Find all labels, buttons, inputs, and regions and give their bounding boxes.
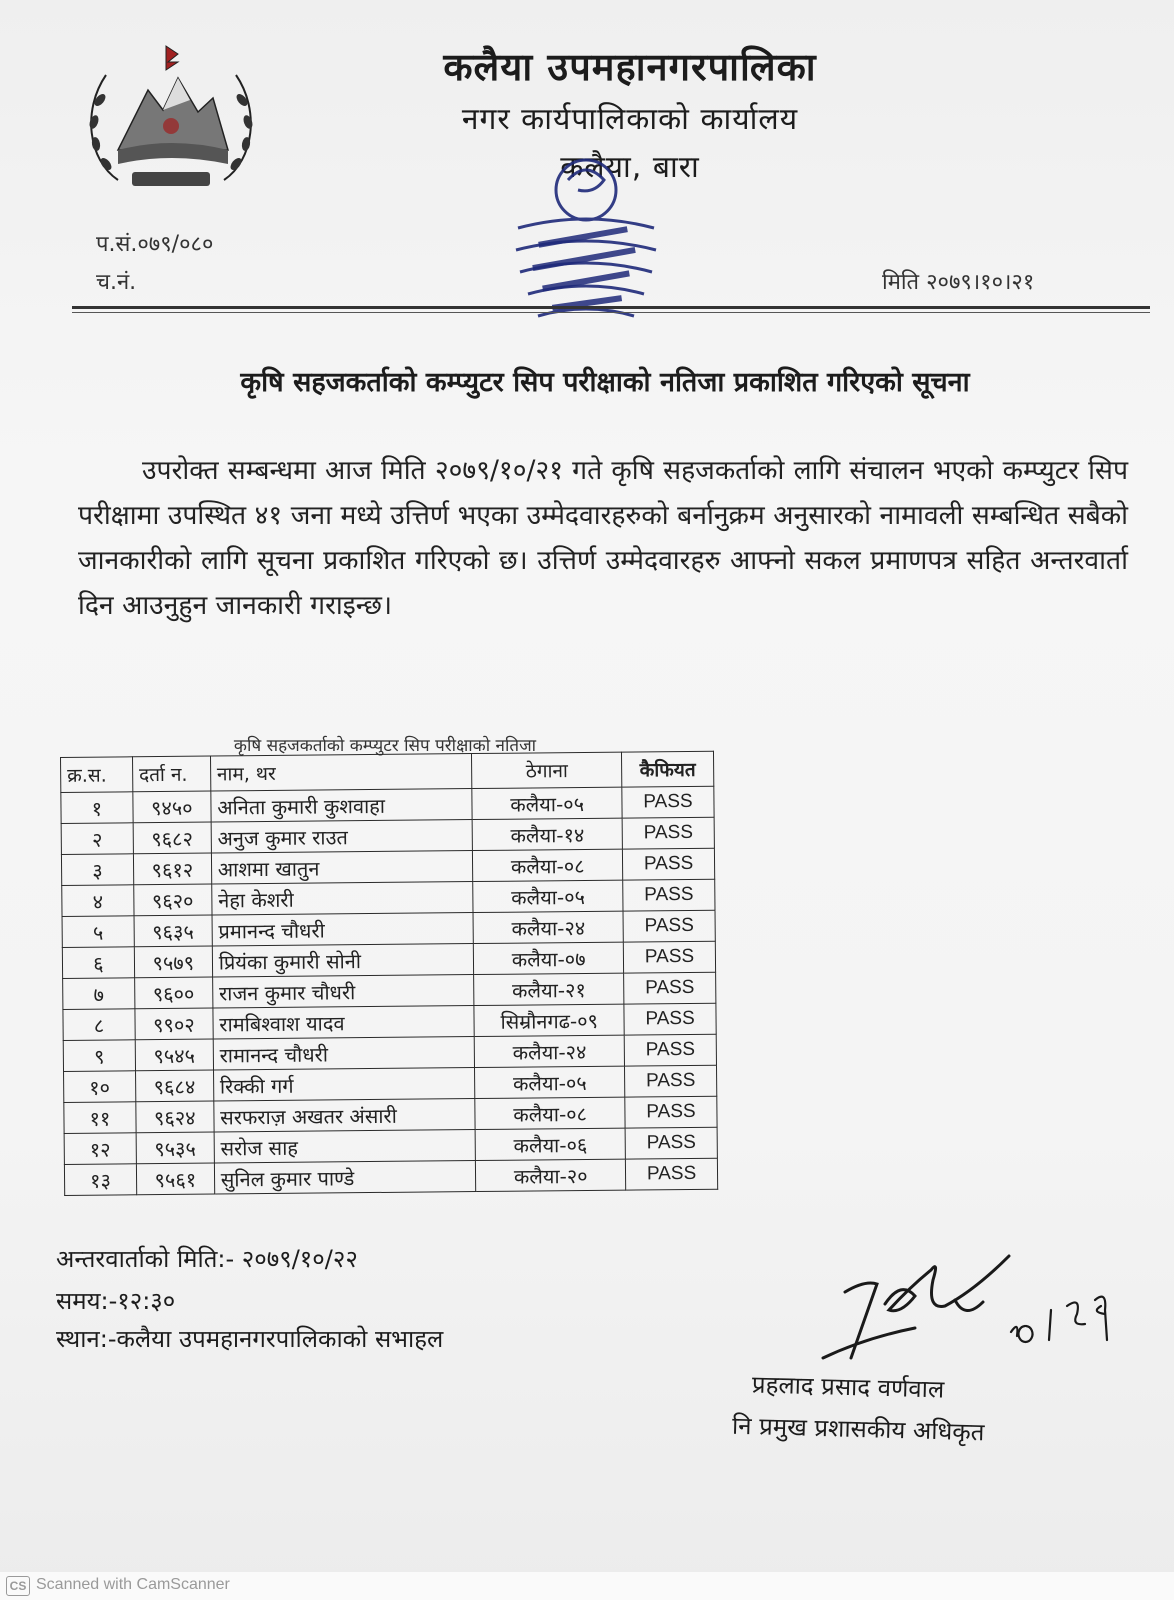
cell-name: अनिता कुमारी कुशवाहा — [211, 789, 473, 823]
cell-address: कलैया-०८ — [475, 1097, 625, 1129]
cell-name: प्रियंका कुमारी सोनी — [212, 944, 474, 978]
cell-registration-number: ९६१२ — [133, 853, 211, 885]
cell-serial-number: १२ — [64, 1133, 136, 1165]
cell-name: रिक्की गर्ग — [213, 1068, 475, 1102]
cell-serial-number: ११ — [64, 1102, 136, 1134]
notice-body: उपरोक्त सम्बन्धमा आज मिति २०७९/१०/२१ गते कृषि सहजकर्ताको लागि संचालन भएको कम्प्युटर सिप परीक्षामा उपस्थित ४१ जना मध्ये उत्तिर्ण भएका उम्मेदवारहरुको बर्नानुक्रम अनुसारको नामावली सम्बन्धित सबैको जानकारीको लागि सूचना प्रकाशित गरिएको छ। उत्तिर्ण उम्मेदवारहरु आफ्नो सकल प्रमाणपत्र सहित अन्तरवार्ता दिन आउनुहुन जानकारी गराइन्छ। — [78, 455, 1128, 621]
notice-date: मिति २०७९।१०।२१ — [882, 270, 1035, 295]
cell-remarks: PASS — [625, 1096, 717, 1128]
cell-registration-number: ९५३५ — [136, 1132, 214, 1164]
handwritten-signature-icon — [805, 1240, 1135, 1370]
cell-registration-number: ९५६१ — [136, 1163, 214, 1195]
cell-registration-number: ९५४५ — [135, 1039, 213, 1071]
cell-registration-number: ९९०२ — [135, 1008, 213, 1040]
cell-serial-number: १३ — [64, 1164, 136, 1196]
scanner-watermark — [0, 1572, 1174, 1600]
header-name: नाम, थर — [210, 754, 472, 792]
scanner-label: Scanned with CamScanner — [36, 1576, 230, 1593]
cell-address: कलैया-०५ — [475, 1066, 625, 1098]
signatory-title: नि प्रमुख प्रशासकीय अधिकृत — [731, 1411, 985, 1447]
cell-serial-number: ९ — [63, 1040, 135, 1072]
cell-name: रामबिश्वाश यादव — [213, 1006, 475, 1040]
header-remarks: कैफियत — [622, 751, 714, 787]
cell-remarks: PASS — [622, 817, 714, 849]
header-divider-thin — [72, 312, 1150, 313]
results-table — [60, 751, 718, 1196]
cell-registration-number: ९६३५ — [134, 915, 212, 947]
cell-registration-number: ९४५० — [133, 791, 211, 823]
cell-name: प्रमानन्द चौधरी — [212, 913, 474, 947]
cell-name: सुनिल कुमार पाण्डे — [214, 1161, 476, 1195]
cell-serial-number: ६ — [62, 947, 134, 979]
cell-remarks: PASS — [625, 1158, 717, 1190]
cell-address: कलैया-२१ — [474, 973, 624, 1005]
interview-date: अन्तरवार्ताको मिति:- २०७९/१०/२२ — [56, 1245, 358, 1273]
cell-name: नेहा केशरी — [211, 882, 473, 916]
office-location: कलैया, बारा — [560, 150, 700, 185]
cell-name: अनुज कुमार राउत — [211, 820, 473, 854]
office-name: नगर कार्यपालिकाको कार्यालय — [461, 102, 799, 137]
header-serial-number: क्र.स. — [61, 757, 133, 793]
cell-address: कलैया-०७ — [474, 942, 624, 974]
dispatch-number: च.नं. — [96, 270, 137, 295]
cell-remarks: PASS — [624, 972, 716, 1004]
cell-name: सरोज साह — [214, 1130, 476, 1164]
results-table-body — [61, 786, 718, 1195]
header-address: ठेगाना — [472, 752, 622, 788]
cell-serial-number: ७ — [63, 978, 135, 1010]
signatory-name: प्रहलाद प्रसाद वर्णवाल — [751, 1370, 945, 1404]
cell-remarks: PASS — [625, 1065, 717, 1097]
interview-time: समय:-१२:३० — [56, 1287, 176, 1315]
header-divider — [72, 306, 1150, 309]
cell-serial-number: ३ — [61, 854, 133, 886]
cell-address: कलैया-२० — [476, 1159, 626, 1191]
interview-venue: स्थान:-कलैया उपमहानगरपालिकाको सभाहल — [56, 1325, 444, 1353]
cell-name: राजन कुमार चौधरी — [212, 975, 474, 1009]
cell-remarks: PASS — [624, 1003, 716, 1035]
cell-serial-number: २ — [61, 823, 133, 855]
notice-subject: कृषि सहजकर्ताको कम्प्युटर सिप परीक्षाको नतिजा प्रकाशित गरिएको सूचना — [240, 367, 970, 398]
cell-registration-number: ९६२४ — [136, 1101, 214, 1133]
office-seal-icon — [498, 150, 674, 330]
nepal-emblem-icon — [78, 40, 264, 200]
organization-name: कलैया उपमहानगरपालिका — [443, 45, 817, 89]
cell-remarks: PASS — [624, 1034, 716, 1066]
table-row — [64, 1158, 717, 1195]
cell-serial-number: ८ — [63, 1009, 135, 1041]
cell-remarks: PASS — [623, 879, 715, 911]
cell-address: कलैया-२४ — [475, 1035, 625, 1067]
cell-remarks: PASS — [623, 848, 715, 880]
cell-serial-number: ५ — [62, 916, 134, 948]
cell-remarks: PASS — [623, 941, 715, 973]
cell-registration-number: ९६८४ — [135, 1070, 213, 1102]
cell-name: आशमा खातुन — [211, 851, 473, 885]
cell-address: कलैया-०८ — [473, 849, 623, 881]
cell-address: कलैया-०५ — [473, 880, 623, 912]
cell-serial-number: १० — [64, 1071, 136, 1103]
cell-name: रामानन्द चौधरी — [213, 1037, 475, 1071]
cell-serial-number: ४ — [62, 885, 134, 917]
cell-remarks: PASS — [622, 786, 714, 818]
cell-address: कलैया-२४ — [473, 911, 623, 943]
cell-registration-number: ९६०० — [134, 977, 212, 1009]
cell-address: सिम्रौनगढ-०९ — [474, 1004, 624, 1036]
cell-name: सरफराज़ अखतर अंसारी — [214, 1099, 476, 1133]
cell-address: कलैया-०५ — [472, 787, 622, 819]
cell-address: कलैया-१४ — [472, 818, 622, 850]
cell-registration-number: ९६८२ — [133, 822, 211, 854]
cell-address: कलैया-०६ — [475, 1128, 625, 1160]
cell-serial-number: १ — [61, 792, 133, 824]
header-registration-number: दर्ता न. — [132, 756, 210, 792]
cell-registration-number: ९६२० — [134, 884, 212, 916]
cell-registration-number: ९५७९ — [134, 946, 212, 978]
cell-remarks: PASS — [625, 1127, 717, 1159]
camscanner-logo-icon: CS — [6, 1576, 30, 1596]
reference-number: प.सं.०७९/०८० — [96, 232, 214, 257]
cell-remarks: PASS — [623, 910, 715, 942]
table-caption: कृषि सहजकर्ताको कम्प्युटर सिप परीक्षाको नतिजा — [233, 736, 537, 756]
